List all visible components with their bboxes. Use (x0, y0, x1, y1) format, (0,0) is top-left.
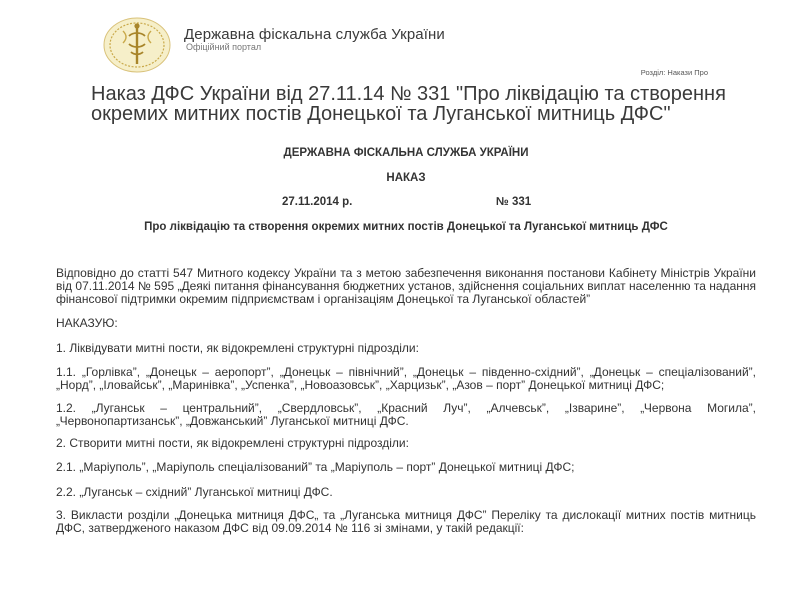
site-header (0, 0, 800, 80)
document-date: 27.11.2014 р. (282, 196, 353, 208)
paragraph-preamble: Відповідно до статті 547 Митного кодексу України та з метою забезпечення виконання постанови Кабінету Міністрів України від 07.11.2014 № 595 „Деякі питання фінансування бюджетних установ, здійснення соціальних виплат населенню та надання фінансової підтримки окремим підприємствам і організаціям Донецької та Луганської областей” (56, 266, 756, 306)
document-number: № 331 (496, 196, 532, 208)
paragraph-order: НАКАЗУЮ: (56, 316, 118, 330)
site-title[interactable]: Державна фіскальна служба України (184, 26, 445, 43)
document-org: ДЕРЖАВНА ФІСКАЛЬНА СЛУЖБА УКРАЇНИ (283, 147, 529, 159)
paragraph-2-2: 2.2. „Луганськ – східний” Луганської митниці ДФС. (56, 485, 333, 499)
paragraph-1-1: 1.1. „Горлівка”, „Донецьк – аеропорт”, „Донецьк – північний”, „Донецьк – південно-східний”, „Донецьк – спеціалізований”, „Норд”, „Іловайськ”, „Маринівка”, „Успенка”, „Новоазовськ”, „Харцизьк”, „Азов – порт” Донецької митниці ДФС; (56, 365, 756, 392)
fiscal-service-emblem-icon[interactable] (103, 17, 171, 73)
paragraph-1-2: 1.2. „Луганськ – центральний”, „Свердловськ”, „Красний Луч”, „Алчевськ”, „Ізварине”, „Червона Могила”, „Червонопартизанськ”, „Довжанський” Луганської митниці ДФС. (56, 401, 756, 428)
paragraph-2: 2. Створити митні пости, як відокремлені структурні підрозділи: (56, 436, 409, 450)
page-title: Наказ ДФС України від 27.11.14 № 331 "Про ліквідацію та створення окремих митних постів Донецької та Луганської митниць ДФС" (91, 83, 726, 125)
paragraph-1: 1. Ліквідувати митні пости, як відокремлені структурні підрозділи: (56, 341, 419, 355)
paragraph-2-1: 2.1. „Маріуполь”, „Маріуполь спеціалізований” та „Маріуполь – порт” Донецької митниці ДФС; (56, 460, 575, 474)
document-kind: НАКАЗ (386, 172, 426, 184)
paragraph-3: 3. Викласти розділи „Донецька митниця ДФС„ та „Луганська митниця ДФС” Переліку та дислокації митних постів митниць ДФС, затвердженого наказом ДФС від 09.09.2014 № 116 зі змінами, у такій редакції: (56, 508, 756, 535)
breadcrumb (641, 68, 708, 77)
site-subtitle: Офіційний портал (186, 42, 262, 52)
document-subject: Про ліквідацію та створення окремих митних постів Донецької та Луганської митниць ДФС (144, 221, 668, 233)
breadcrumb-prefix: Розділ: (640, 68, 666, 77)
breadcrumb-section-link[interactable]: Накази Про (667, 68, 708, 77)
